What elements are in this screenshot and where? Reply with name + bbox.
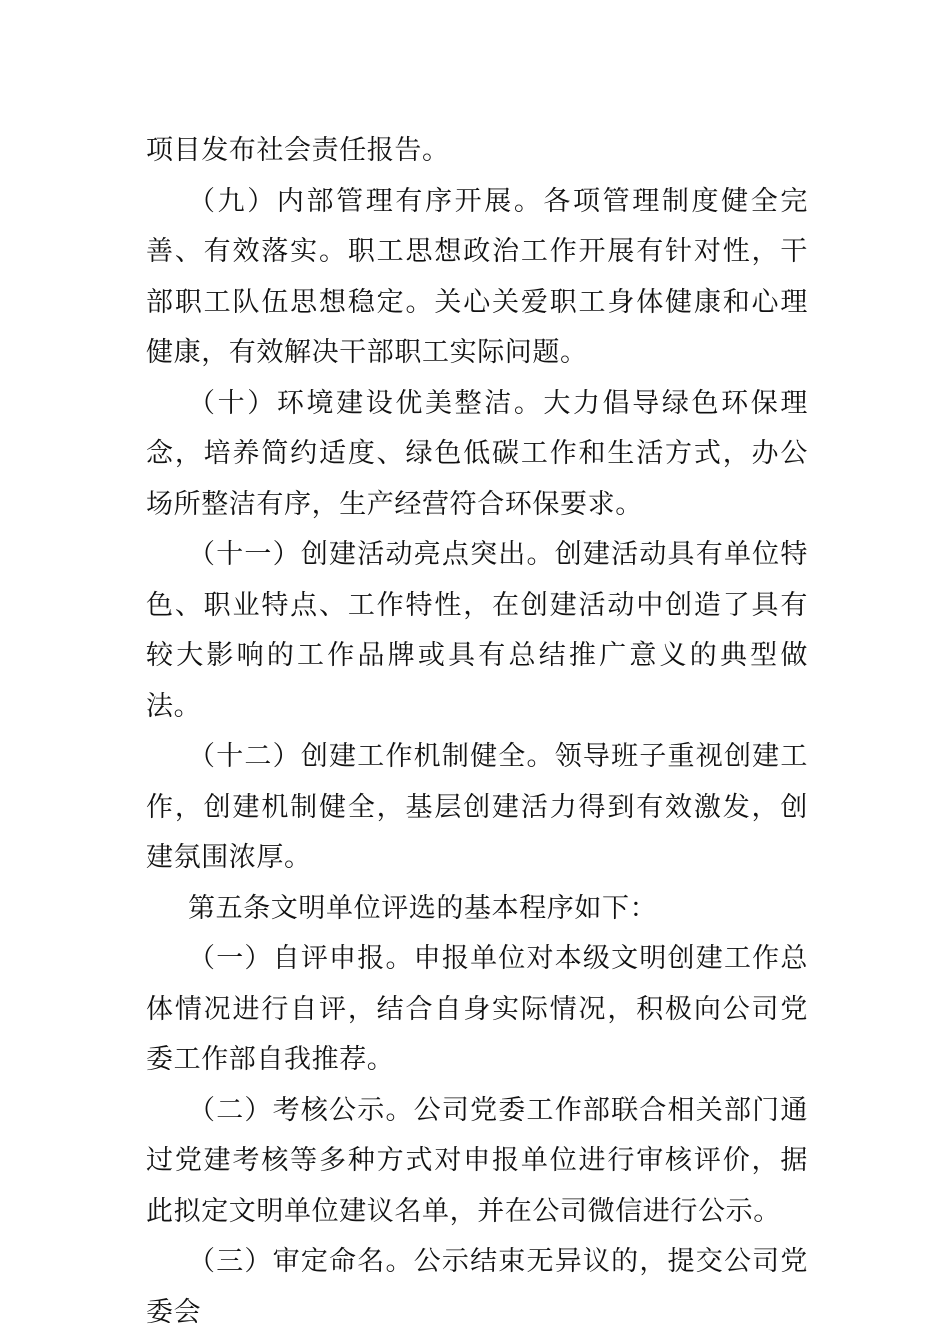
paragraph-item-12: （十二）创建工作机制健全。领导班子重视创建工作，创建机制健全，基层创建活力得到有效激发，创建氛围浓厚。 (146, 741, 808, 873)
paragraph-step-3: （三）审定命名。公示结束无异议的，提交公司党委会 (146, 1246, 808, 1328)
paragraph-item-11: （十一）创建活动亮点突出。创建活动具有单位特色、职业特点、工作特性，在创建活动中创造了具有较大影响的工作品牌或具有总结推广意义的典型做法。 (146, 539, 808, 722)
paragraph-continuation: 项目发布社会责任报告。 (146, 135, 450, 166)
document-body (146, 126, 808, 1338)
paragraph-step-2: （二）考核公示。公司党委工作部联合相关部门通过党建考核等多种方式对申报单位进行审核评价，据此拟定文明单位建议名单，并在公司微信进行公示。 (146, 1094, 808, 1227)
article-5-heading: 第五条文明单位评选的基本程序如下： (188, 892, 658, 924)
paragraph-step-1: （一）自评申报。申报单位对本级文明创建工作总体情况进行自评，结合自身实际情况，积极向公司党委工作部自我推荐。 (146, 943, 808, 1075)
paragraph-item-10: （十）环境建设优美整洁。大力倡导绿色环保理念，培养简约适度、绿色低碳工作和生活方式，办公场所整洁有序，生产经营符合环保要求。 (146, 387, 808, 520)
paragraph-item-9: （九）内部管理有序开展。各项管理制度健全完善、有效落实。职工思想政治工作开展有针对性，干部职工队伍思想稳定。关心关爱职工身体健康和心理健康，有效解决干部职工实际问题。 (146, 185, 808, 368)
